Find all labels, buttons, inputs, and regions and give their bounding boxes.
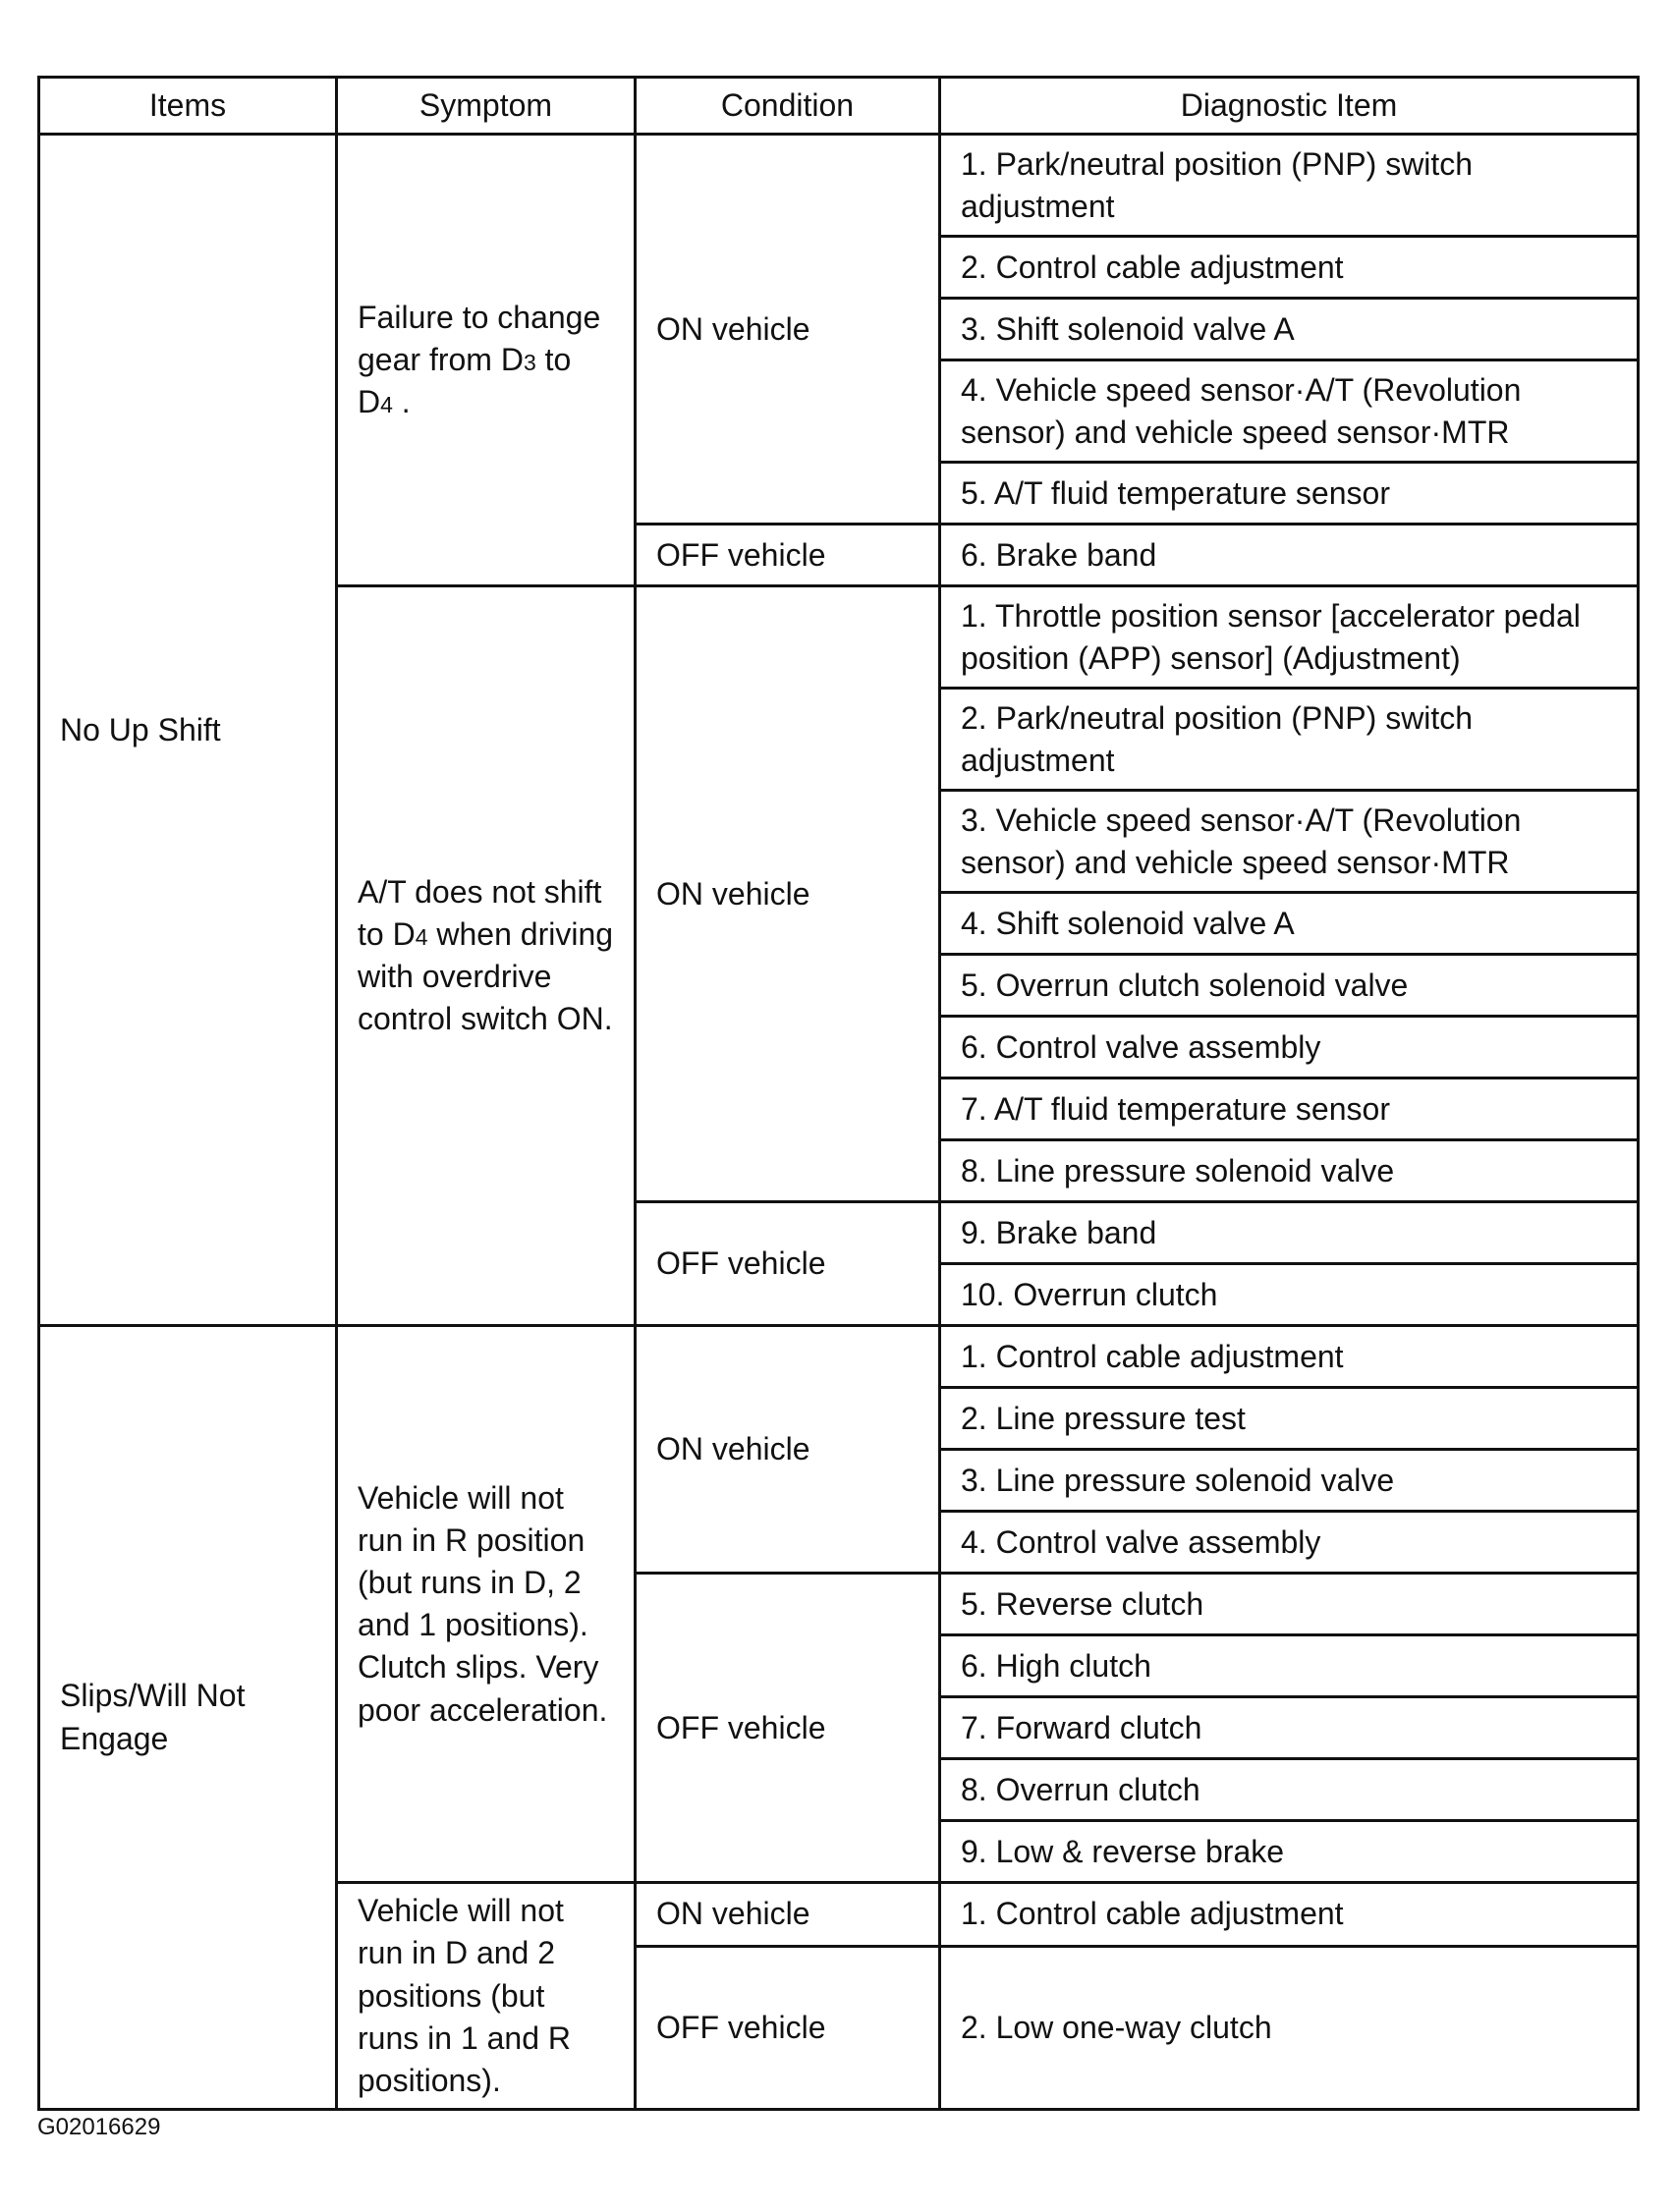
diagnostic-item: 1. Control cable adjustment bbox=[940, 1326, 1639, 1388]
figure-id: G02016629 bbox=[37, 2114, 161, 2140]
diagnostic-item: 2. Park/neutral position (PNP) switch adjustment bbox=[940, 689, 1639, 791]
diagnostic-item: 9. Low & reverse brake bbox=[940, 1821, 1639, 1883]
diagnostic-item: 5. A/T fluid temperature sensor bbox=[940, 463, 1639, 525]
condition-on-vehicle: ON vehicle bbox=[636, 1883, 940, 1947]
diagnostic-item: 2. Control cable adjustment bbox=[940, 237, 1639, 299]
diagnostic-item: 3. Line pressure solenoid valve bbox=[940, 1450, 1639, 1512]
diagnostic-item: 5. Overrun clutch solenoid valve bbox=[940, 955, 1639, 1017]
item-slips-will-not-engage: Slips/Will Not Engage bbox=[39, 1326, 337, 2110]
header-diagnostic-item: Diagnostic Item bbox=[940, 78, 1639, 135]
diagnostic-item: 6. High clutch bbox=[940, 1635, 1639, 1697]
diagnostic-item: 7. A/T fluid temperature sensor bbox=[940, 1078, 1639, 1140]
symptom-4: Vehicle will not run in D and 2 positions (but runs in 1 and R positions). bbox=[337, 1883, 636, 2110]
condition-off-vehicle: OFF vehicle bbox=[636, 1202, 940, 1326]
header-row bbox=[39, 78, 1639, 135]
condition-off-vehicle: OFF vehicle bbox=[636, 525, 940, 586]
diagnostic-item: 1. Park/neutral position (PNP) switch adjustment bbox=[940, 135, 1639, 237]
diagnostic-item: 8. Overrun clutch bbox=[940, 1759, 1639, 1821]
diagnostic-item: 3. Shift solenoid valve A bbox=[940, 299, 1639, 360]
diagnostic-item: 9. Brake band bbox=[940, 1202, 1639, 1264]
condition-on-vehicle: ON vehicle bbox=[636, 135, 940, 525]
condition-on-vehicle: ON vehicle bbox=[636, 586, 940, 1202]
condition-off-vehicle: OFF vehicle bbox=[636, 1574, 940, 1883]
diagnostic-item: 4. Control valve assembly bbox=[940, 1512, 1639, 1574]
table-row bbox=[39, 1326, 1639, 1388]
diagnostic-item: 4. Vehicle speed sensor·A/T (Revolution sensor) and vehicle speed sensor·MTR bbox=[940, 360, 1639, 463]
diagnostic-item: 2. Line pressure test bbox=[940, 1388, 1639, 1450]
diagnostic-item: 6. Control valve assembly bbox=[940, 1017, 1639, 1078]
header-symptom: Symptom bbox=[337, 78, 636, 135]
symptom-3: Vehicle will not run in R position (but runs in D, 2 and 1 positions). Clutch slips. Very poor acceleration. bbox=[337, 1326, 636, 1883]
diagnostic-item: 1. Control cable adjustment bbox=[940, 1883, 1639, 1947]
item-no-up-shift: No Up Shift bbox=[39, 135, 337, 1326]
symptom-1: Failure to change gear from D3 to D4 . bbox=[337, 135, 636, 586]
condition-off-vehicle: OFF vehicle bbox=[636, 1946, 940, 2109]
diagnostic-item: 4. Shift solenoid valve A bbox=[940, 893, 1639, 955]
diagnostic-item: 8. Line pressure solenoid valve bbox=[940, 1140, 1639, 1202]
diagnostic-item: 10. Overrun clutch bbox=[940, 1264, 1639, 1326]
condition-on-vehicle: ON vehicle bbox=[636, 1326, 940, 1574]
symptom-2: A/T does not shift to D4 when driving with overdrive control switch ON. bbox=[337, 586, 636, 1326]
diagnostic-item: 7. Forward clutch bbox=[940, 1697, 1639, 1759]
diagnostic-item: 6. Brake band bbox=[940, 525, 1639, 586]
diagnostic-table bbox=[37, 76, 1640, 2111]
header-condition: Condition bbox=[636, 78, 940, 135]
header-items: Items bbox=[39, 78, 337, 135]
diagnostic-item: 5. Reverse clutch bbox=[940, 1574, 1639, 1635]
diagnostic-item: 2. Low one-way clutch bbox=[940, 1946, 1639, 2109]
table-row bbox=[39, 135, 1639, 237]
diagnostic-item: 3. Vehicle speed sensor·A/T (Revolution sensor) and vehicle speed sensor·MTR bbox=[940, 791, 1639, 893]
diagnostic-item: 1. Throttle position sensor [accelerator pedal position (APP) sensor] (Adjustment) bbox=[940, 586, 1639, 689]
